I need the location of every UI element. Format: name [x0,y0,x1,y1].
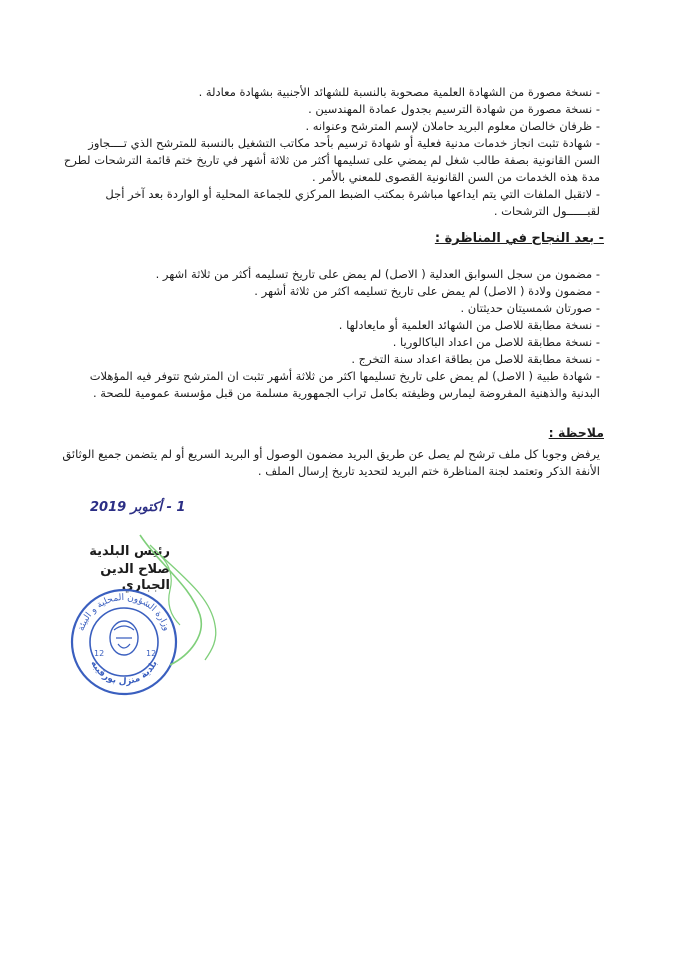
section-heading-text: - بعد النجاح في المناظرة : [434,231,604,246]
note-title: ملاحظة : [548,425,604,440]
stamp-number-right: 12 [146,649,157,658]
list-item: - نسخة مصورة من الشهادة العلمية مصحوبة بالنسبة للشهائد الأجنبية بشهادة معادلة . [198,85,600,99]
list-item: - نسخة مطابقة للاصل من بطاقة اعداد سنة التخرج . [351,352,600,366]
stamp-number-left: 12 [94,649,105,658]
list-item: - مضمون من سجل السوابق العدلية ( الاصل) لم يمض على تاريخ تسليمه أكثر من ثلاثة اشهر . [155,267,600,281]
list-item: - نسخة مصورة من شهادة الترسيم بجدول عمادة المهندسين . [308,102,600,116]
list-item: - لاتقبل الملفات التي يتم ايداعها مباشرة بمكتب الضبط المركزي للجماعة المحلية أو الواردة بعد آخر أجل لقبــــــول الترشحات . [105,187,600,218]
section-heading [230,230,604,248]
stamp-outer-text: وزارة الشؤون المحلية و البيئة [76,592,172,633]
note-text: يرفض وجوبا كل ملف ترشح لم يصل عن طريق البريد مضمون الوصول أو البريد السريع أو لم يتضمن جميع الوثائق الأنفة الذكر وتعتمد لجنة المناظرة ختم البريد لتحديد تاريخ إرسال الملف . [62,447,600,478]
signatory-title: رئيس البلدية [89,544,170,559]
list-item: - شهادة تثبت انجاز خدمات مدنية فعلية أو شهادة ترسيم بأحد مكاتب التشغيل بالنسبة للمترشح الذي تــــجاوز السن القانونية بصفة طالب شغل لم يمضي على تسليمها أكثر من ثلاثة أشهر في تاريخ ختم قائمة الترشحات لطرح مدة هذه الخدمات من السن القانونية القصوى للمعني بالأمر . [63,136,600,184]
stamp-inner-text: بلدية منزل بورقيبة [88,659,160,688]
document-date: 1 - أكتوبر 2019 [90,500,186,515]
signatory-name: صلاح الدين الجباري [100,562,170,593]
list-item: - صورتان شمسيتان حديثتان . [460,301,600,315]
handwritten-signature-icon [120,525,230,675]
after-success-list [60,266,600,402]
list-item: - شهادة طبية ( الاصل) لم يمض على تاريخ تسليمها اكثر من ثلاثة أشهر تثبت ان المترشح تتوفر فيه المؤهلات البدنية والذهنية المفروضة ليمارس وظيفته بكامل تراب الجمهورية مسلمة من قبل مؤسسة عمومية للصحة . [89,369,600,400]
list-item: - نسخة مطابقة للاصل من الشهائد العلمية أو مايعادلها . [338,318,600,332]
required-documents-list [60,84,600,220]
list-item: - ظرفان خالصان معلوم البريد حاملان لإسم المترشح وعنوانه . [305,119,600,133]
list-item: - مضمون ولادة ( الاصل) لم يمض على تاريخ تسليمه اكثر من ثلاثة أشهر . [254,284,600,298]
list-item: - نسخة مطابقة للاصل من اعداد الباكالوريا . [392,335,600,349]
